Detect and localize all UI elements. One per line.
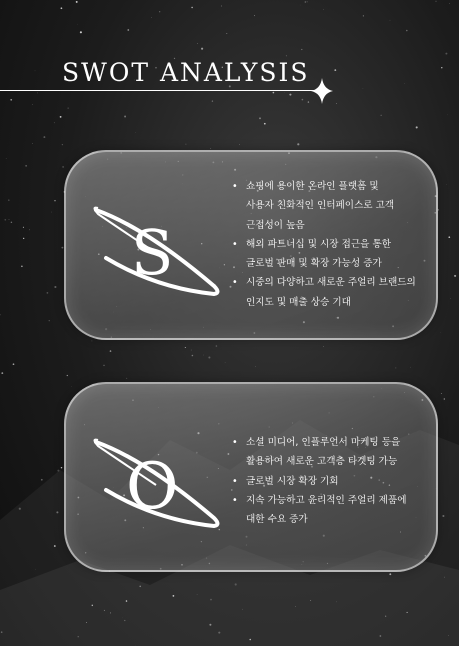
page-title: SWOT ANALYSIS bbox=[62, 58, 310, 87]
strengths-letter: S bbox=[131, 216, 174, 289]
list-item: • 글로벌 시장 확장 기회 bbox=[232, 472, 438, 491]
strengths-card bbox=[64, 150, 438, 340]
opportunities-letter: O bbox=[126, 450, 179, 524]
list-item: • 소셜 미디어, 인플루언서 마케팅 등을 활용하여 새로운 고객층 타겟팅 가능 bbox=[232, 433, 438, 472]
title-underline bbox=[0, 90, 318, 91]
opportunities-letter-emblem bbox=[86, 428, 236, 538]
strengths-bullet-list bbox=[232, 177, 438, 312]
opportunities-card bbox=[64, 382, 438, 572]
list-item: • 시중의 다양하고 새로운 주얼리 브랜드의 인지도 및 매출 상승 기대 bbox=[232, 273, 438, 312]
list-item: • 해외 파트너십 및 시장 접근을 통한 글로벌 판매 및 확장 가능성 증가 bbox=[232, 235, 438, 274]
list-item: • 지속 가능하고 윤리적인 주얼리 제품에 대한 수요 증가 bbox=[232, 491, 438, 530]
opportunities-bullet-list bbox=[232, 433, 438, 529]
sparkle-icon bbox=[311, 78, 333, 104]
list-item: • 쇼핑에 용이한 온라인 플랫폼 및 사용자 친화적인 인터페이스로 고객 근접성이 높음 bbox=[232, 177, 438, 235]
strengths-letter-emblem bbox=[86, 198, 236, 308]
